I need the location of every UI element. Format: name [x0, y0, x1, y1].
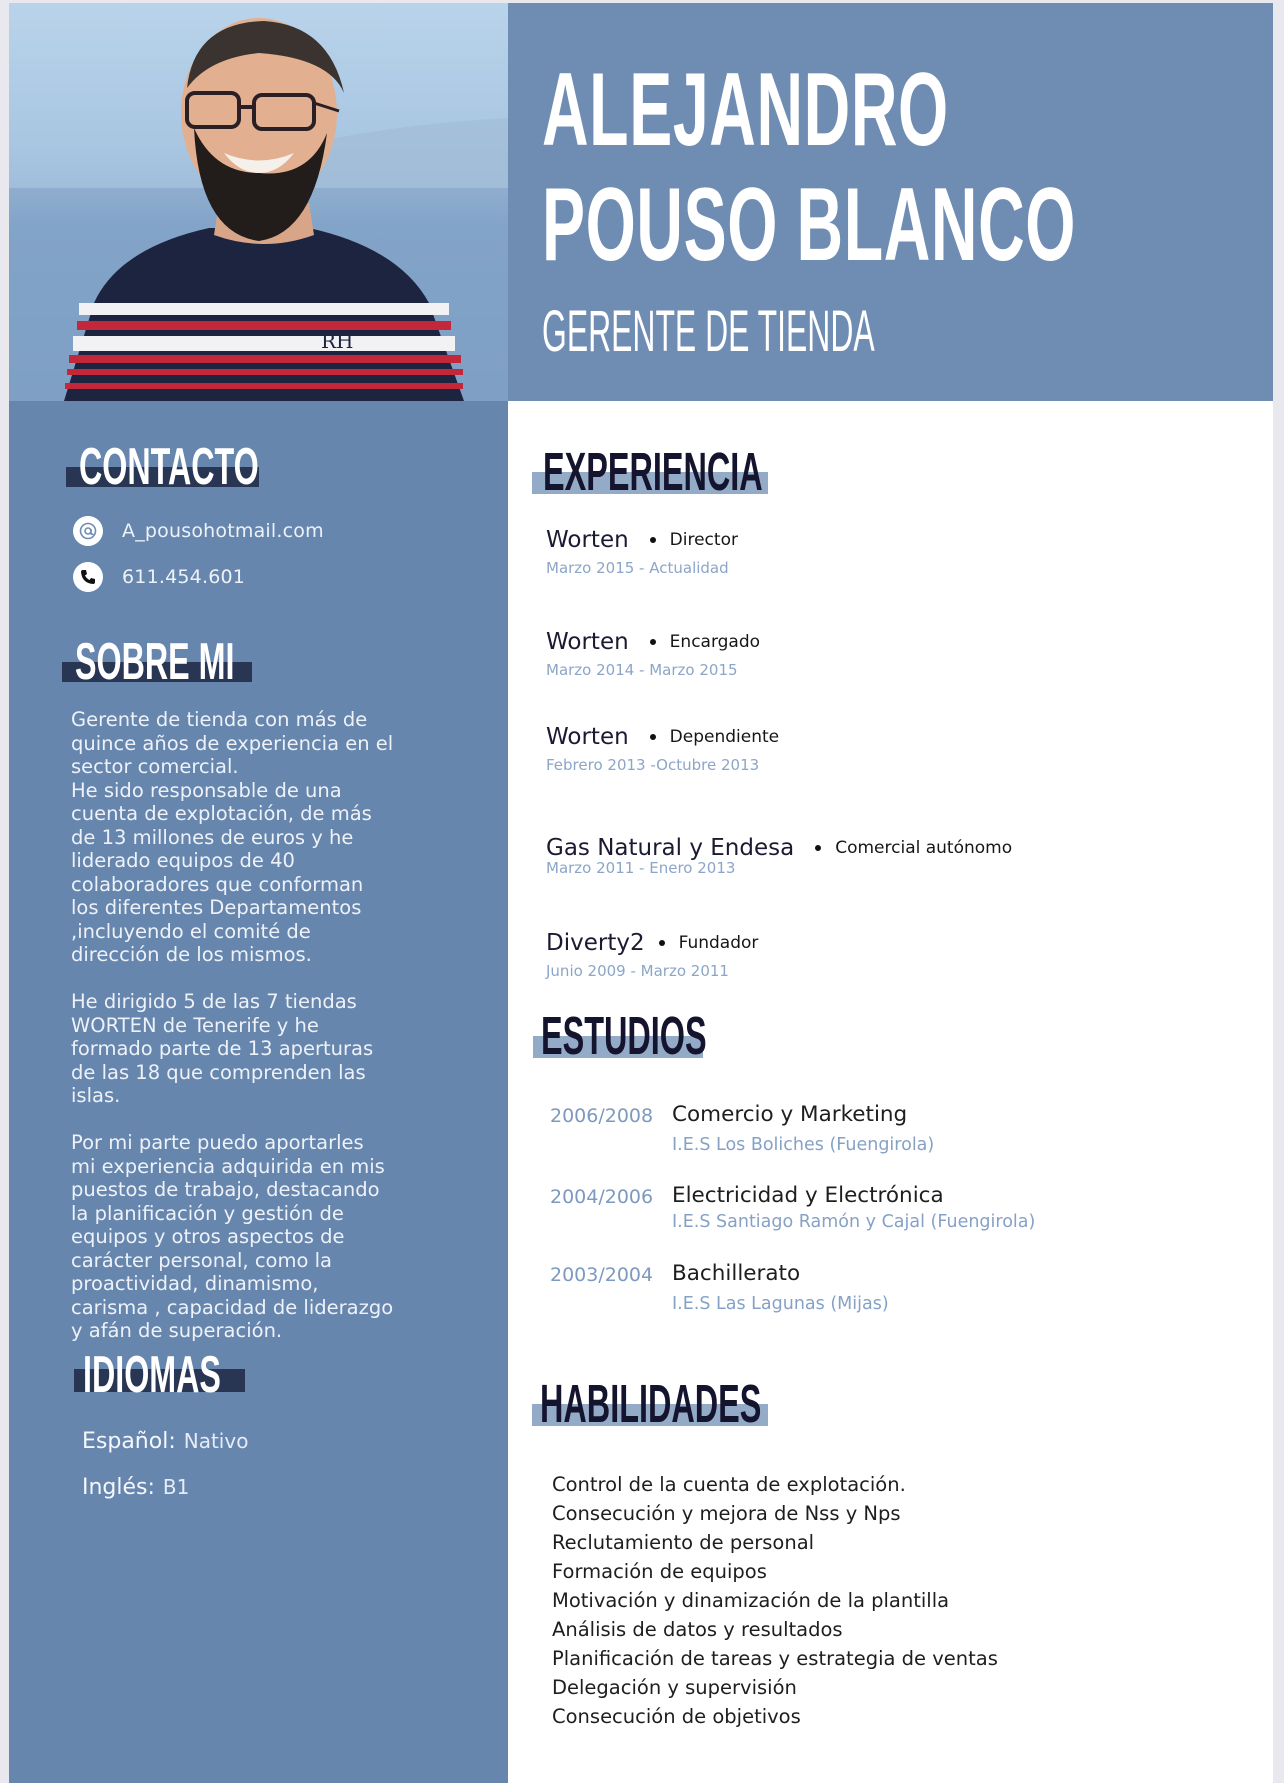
skill-item: Planificación de tareas y estrategia de ventas — [552, 1647, 998, 1670]
name-first: ALEJANDRO — [542, 52, 949, 168]
phone-icon — [73, 562, 103, 592]
company-name: Worten — [546, 629, 629, 655]
profile-photo — [9, 3, 508, 401]
education-years: 2004/2006 — [550, 1186, 654, 1208]
job-role: Encargado — [669, 632, 761, 652]
education-heading — [533, 1006, 817, 1066]
bullet-dot — [650, 734, 656, 740]
experience-item — [546, 724, 779, 774]
company-name: Gas Natural y Endesa — [546, 835, 795, 861]
profile-photo-illustration — [9, 3, 508, 401]
education-school: I.E.S Santiago Ramón y Cajal (Fuengirola) — [672, 1212, 1036, 1232]
contact-phone[interactable] — [73, 562, 245, 592]
education-title: Bachillerato — [672, 1261, 801, 1286]
skill-item: Análisis de datos y resultados — [552, 1618, 843, 1641]
job-dates: Marzo 2015 - Actualidad — [546, 559, 729, 577]
language-item — [82, 1429, 248, 1454]
shirt-logo: RH — [321, 329, 354, 353]
bullet-dot — [659, 940, 665, 946]
experience-heading-text: EXPERIENCIA — [543, 442, 763, 502]
education-item — [550, 1183, 1035, 1232]
skill-item: Consecución y mejora de Nss y Nps — [552, 1502, 901, 1525]
skill-item: Reclutamiento de personal — [552, 1531, 815, 1554]
about-paragraph: He dirigido 5 de las 7 tiendas WORTEN de Tenerife y he formado parte de 13 aperturas de las 18 que comprenden las islas. — [71, 990, 374, 1107]
contact-email[interactable] — [73, 516, 324, 546]
skills-list — [552, 1470, 998, 1731]
company-name: Diverty2 — [546, 930, 645, 956]
sidebar — [9, 401, 508, 1783]
job-role: Dependiente — [669, 727, 780, 747]
phone-text: 611.454.601 — [122, 566, 246, 588]
skills-heading — [532, 1374, 909, 1434]
bullet-dot — [650, 639, 656, 645]
skill-item: Consecución de objetivos — [552, 1705, 801, 1728]
education-title: Comercio y Marketing — [672, 1102, 908, 1127]
job-dates: Marzo 2011 - Enero 2013 — [546, 859, 736, 877]
education-years: 2003/2004 — [550, 1264, 654, 1286]
job-role: Comercial autónomo — [835, 838, 1013, 858]
language-name: Inglés: — [82, 1475, 155, 1500]
about-heading — [62, 633, 332, 691]
experience-item — [546, 835, 1012, 877]
education-title: Electricidad y Electrónica — [672, 1183, 944, 1208]
job-dates: Marzo 2014 - Marzo 2015 — [546, 661, 738, 679]
education-years: 2006/2008 — [550, 1105, 654, 1127]
name-last: POUSO BLANCO — [542, 167, 1077, 283]
skill-item: Delegación y supervisión — [552, 1676, 797, 1699]
experience-item — [546, 527, 738, 577]
education-heading-text: ESTUDIOS — [541, 1006, 707, 1066]
language-name: Español: — [82, 1429, 176, 1454]
header-banner — [508, 3, 1273, 401]
contact-heading-text: CONTACTO — [79, 438, 259, 496]
language-level: B1 — [162, 1475, 190, 1499]
job-role: Fundador — [678, 933, 759, 953]
education-school: I.E.S Las Lagunas (Mijas) — [672, 1294, 889, 1314]
languages-heading — [74, 1346, 305, 1404]
skill-item: Control de la cuenta de explotación. — [552, 1473, 906, 1496]
education-item — [550, 1261, 889, 1314]
job-dates: Junio 2009 - Marzo 2011 — [546, 962, 729, 980]
language-item — [82, 1475, 189, 1500]
experience-item — [546, 629, 760, 679]
experience-heading — [532, 442, 909, 502]
job-dates: Febrero 2013 -Octubre 2013 — [546, 756, 760, 774]
company-name: Worten — [546, 724, 629, 750]
languages-heading-text: IDIOMAS — [83, 1346, 221, 1404]
experience-item — [546, 930, 758, 980]
about-paragraph: Por mi parte puedo aportarles mi experiencia adquirida en mis puestos de trabajo, destacando la planificación y gestión de equipos y otros aspectos de carácter personal, como la proactividad, dinamismo, carisma , capacidad de liderazgo y afán de superación. — [71, 1131, 394, 1342]
skill-item: Formación de equipos — [552, 1560, 767, 1583]
bullet-dot — [650, 537, 656, 543]
email-text: A_pousohotmail.com — [122, 520, 324, 542]
about-heading-text: SOBRE MI — [75, 633, 235, 691]
about-text — [71, 708, 431, 1366]
about-paragraph: Gerente de tienda con más de quince años de experiencia en el sector comercial. He sido responsable de una cuenta de explotación, de más de 13 millones de euros y he liderado equipos de 40 colaboradores que conforman los diferentes Departamentos ,incluyendo el comité de dirección de los mismos. — [71, 708, 394, 966]
at-sign-icon — [73, 516, 103, 546]
skills-heading-text: HABILIDADES — [540, 1374, 762, 1434]
language-level: Nativo — [183, 1429, 249, 1453]
resume-document — [9, 3, 1273, 1783]
job-role: Director — [669, 530, 738, 550]
education-item — [550, 1102, 934, 1155]
skill-item: Motivación y dinamización de la plantilla — [552, 1589, 950, 1612]
company-name: Worten — [546, 527, 629, 553]
contact-heading — [66, 438, 369, 496]
bullet-dot — [815, 845, 821, 851]
education-school: I.E.S Los Boliches (Fuengirola) — [672, 1135, 935, 1155]
job-title: GERENTE DE TIENDA — [542, 299, 875, 364]
